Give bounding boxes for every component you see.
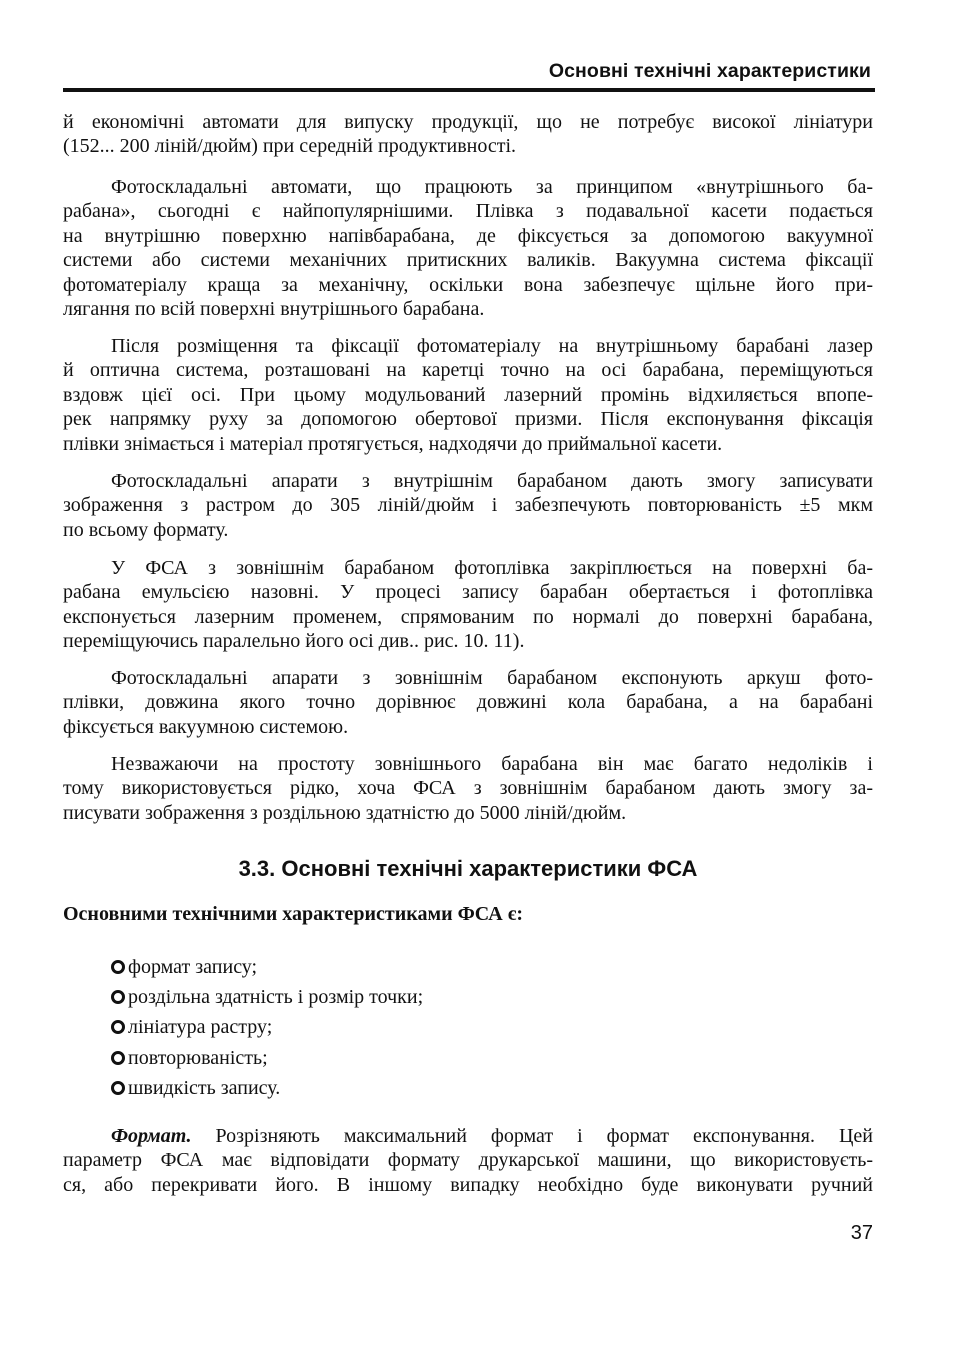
list-item-label: лініатура растру; — [128, 1016, 273, 1039]
run-in-term: Формат. — [111, 1125, 192, 1147]
text-line: лягання по всій поверхні внутрішнього барабана. — [63, 298, 485, 321]
running-header — [63, 54, 875, 92]
text-line: по всьому формату. — [63, 518, 229, 541]
paragraph-inner-resolution — [63, 469, 873, 542]
text-line: й економічні автомати для випуску продукції, що не потребує високої лініатури — [63, 111, 873, 133]
list-item — [111, 1073, 423, 1103]
text-line: тому використовується рідко, хоча ФСА з зовнішнім барабаном дають змогу за- — [63, 777, 873, 800]
text-line: (152... 200 ліній/дюйм) при середній продуктивності. — [63, 135, 517, 158]
text-line: Фотоскладальні автомати, що працюють за принципом «внутрішнього ба- — [111, 176, 873, 198]
list-item-label: роздільна здатність і розмір точки; — [128, 986, 424, 1009]
circle-bullet-icon — [111, 1051, 125, 1065]
text-line: фіксується вакуумною системою. — [63, 715, 349, 738]
paragraph-continued — [63, 110, 873, 159]
paragraph-inner-drum — [63, 175, 873, 321]
list-item — [111, 952, 423, 982]
text-line — [63, 1124, 873, 1148]
circle-bullet-icon — [111, 990, 125, 1004]
characteristics-subheading: Основними технічними характеристиками ФСА є: — [63, 903, 523, 925]
paragraph-format — [63, 1124, 873, 1197]
header-rule — [63, 88, 875, 92]
circle-bullet-icon — [111, 1020, 125, 1034]
running-title: Основні технічні характеристики — [548, 60, 871, 82]
text-line: системи або системи механічних притискних валиків. Вакуумна система фіксації — [63, 249, 873, 272]
text-line: вздовж цієї осі. При цьому модульований лазерний промінь відхиляється впопе- — [63, 383, 873, 406]
text-line: плівки, довжина якого точно дорівнює довжині кола барабана, а на барабані — [63, 691, 873, 714]
text-line: на внутрішню поверхню напівбарабана, де фіксується за допомогою вакуумної — [63, 224, 873, 247]
text-line: рек напрямку руху за допомогою обертової призми. Після експонування фіксація — [63, 408, 873, 431]
text-line: У ФСА з зовнішнім барабаном фотоплівка закріплюється на поверхні ба- — [111, 557, 873, 579]
text-line: зображення з растром до 305 ліній/дюйм і забезпечують повторюваність ±5 мкм — [63, 494, 873, 517]
list-item — [111, 1012, 423, 1042]
text-line: ся, або перекривати його. В іншому випадку необхідно буде виконувати ручний — [63, 1173, 873, 1196]
list-item — [111, 1043, 423, 1073]
paragraph-outer-exposure — [63, 666, 873, 739]
text-line: плівки знімається і матеріал протягується, надходячи до приймальної касети. — [63, 432, 723, 455]
paragraph-outer-drum — [63, 556, 873, 654]
circle-bullet-icon — [111, 1081, 125, 1095]
list-item-label: повторюваність; — [128, 1046, 268, 1069]
section-heading: 3.3. Основні технічні характеристики ФСА — [238, 856, 698, 881]
list-item-label: формат запису; — [128, 956, 258, 979]
paragraph-outer-drawbacks — [63, 752, 873, 825]
text-line-rest: Розрізняють максимальний формат і формат експонування. Цей — [191, 1125, 873, 1147]
text-line: рабана емульсією назовні. У процесі запису барабан обертається і фотоплівка — [63, 581, 873, 604]
list-item — [111, 982, 423, 1012]
text-line: експонується лазерним променем, спрямованим по нормалі до поверхні барабана, — [63, 605, 873, 628]
characteristics-list — [111, 952, 423, 1103]
text-line: переміщуючись паралельно його осі див.. рис. 10. 11). — [63, 630, 525, 653]
paragraph-laser — [63, 334, 873, 456]
circle-bullet-icon — [111, 960, 125, 974]
text-line: Фотоскладальні апарати з внутрішнім барабаном дають змогу записувати — [111, 470, 873, 492]
list-item-label: швидкість запису. — [128, 1076, 281, 1099]
text-line: Після розміщення та фіксації фотоматеріалу на внутрішньому барабані лазер — [111, 335, 873, 357]
text-line: рабана», сьогодні є найпопулярнішими. Плівка з подавальної касети подається — [63, 200, 873, 223]
page-number: 37 — [850, 1222, 873, 1244]
text-line: писувати зображення з роздільною здатністю до 5000 ліній/дюйм. — [63, 801, 627, 824]
text-line: фотоматеріалу краща за механічну, оскільки вона забезпечує щільне його при- — [63, 273, 873, 296]
text-line: й оптична система, розташовані на каретці точно на осі барабана, переміщуються — [63, 359, 873, 382]
text-line: Фотоскладальні апарати з зовнішнім барабаном експонують аркуш фото- — [111, 667, 873, 689]
text-line: Незважаючи на простоту зовнішнього барабана він має багато недоліків і — [111, 753, 873, 775]
text-line: параметр ФСА має відповідати формату друкарської машини, що використовуєть- — [63, 1149, 873, 1172]
